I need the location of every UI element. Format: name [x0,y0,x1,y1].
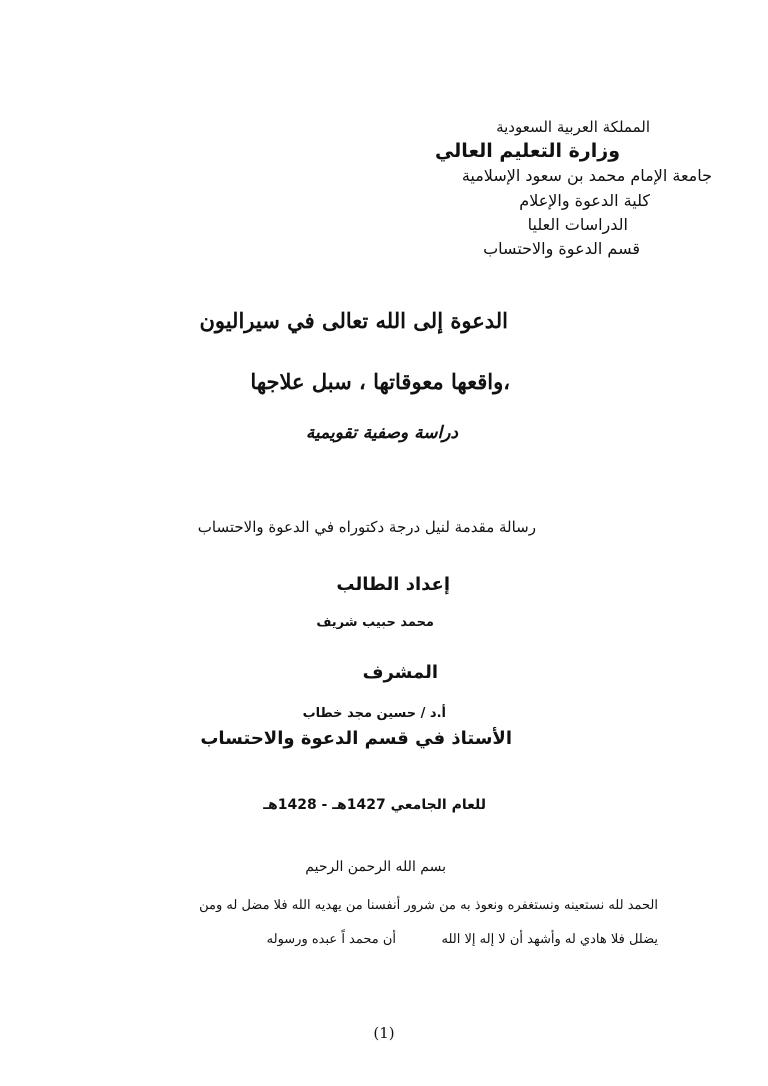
page-number: (1) [373,1024,395,1042]
supervisor-name: أ.د / حسين مجد خطاب [302,706,446,721]
student-name: محمد حبيب شريف [316,615,434,630]
thesis-title-line2: ،واقعها معوقاتها ، سبل علاجها [250,369,510,394]
academic-year: للعام الجامعي 1427هـ - 1428هـ [263,797,486,813]
thesis-title-line1: الدعوة إلى الله تعالى في سيراليون [199,308,508,333]
basmala: بسم الله الرحمن الرحيم [305,859,446,875]
thesis-subtitle: دراسة وصفية تقويمية [305,423,458,443]
country-name: المملكة العربية السعودية [496,118,650,136]
department-name: قسم الدعوة والاحتساب [483,239,640,258]
preface-line1: الحمد لله نستعينه ونستغفره ونعوذ به من شرور أنفسنا من يهديه الله فلا مضل له ومن [199,898,658,913]
studies-name: الدراسات العليا [527,215,628,234]
university-name: جامعة الإمام محمد بن سعود الإسلامية [461,166,712,185]
student-label: إعداد الطالب [336,574,450,595]
ministry-name: وزارة التعليم العالي [434,140,620,162]
thesis-purpose: رسالة مقدمة لنيل درجة دكتوراه في الدعوة والاحتساب [197,518,536,536]
supervisor-label: المشرف [362,662,438,683]
college-name: كلية الدعوة والإعلام [519,191,650,210]
preface-line2: يضلل فلا هادي له وأشهد أن لا إله إلا الله أن محمد اً عبده ورسوله [266,932,658,947]
supervisor-position: الأستاذ في قسم الدعوة والاحتساب [200,728,512,749]
